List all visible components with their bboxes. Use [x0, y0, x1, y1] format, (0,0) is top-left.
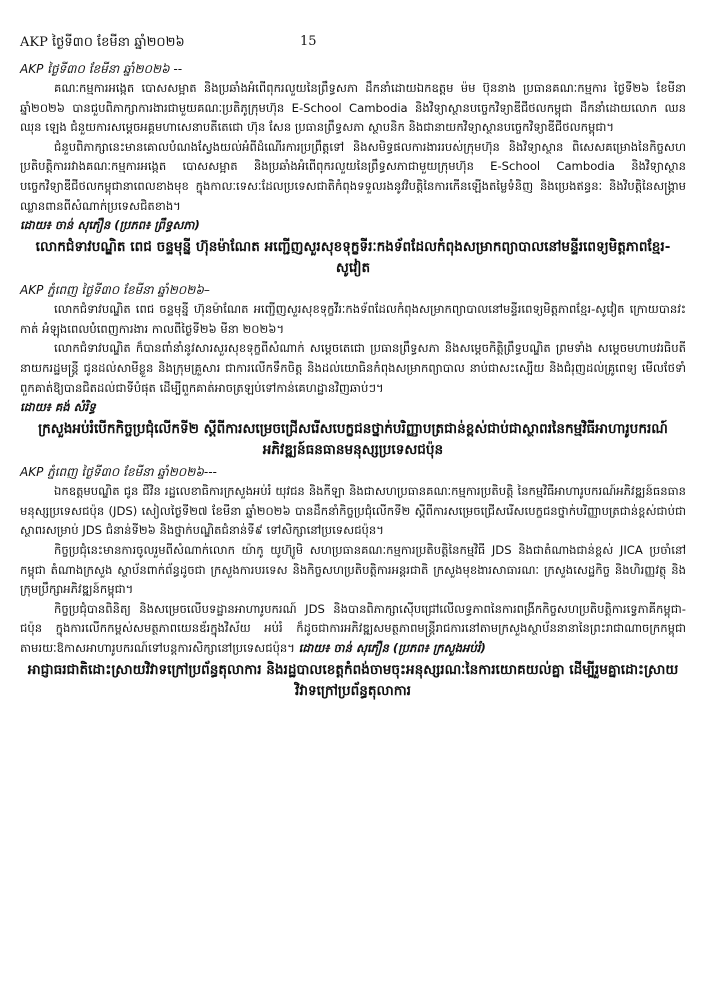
article-paragraph: កិច្ចប្រជុំនេះមានការចូលរួមពីសំណាក់លោក យ៉ាកូ យូហ៊្យូមិ សហប្រធានគណៈកម្មការប្រតិបត្តិនៃកម្មវិធី JDS និងជាតំណាងជាន់ខ្ពស់ JICA ប្រចាំនៅកម្ពុជា តំណាងក្រសួង ស្ថាប័នពាក់ព័ន្ធដូចជា ក្រសួងការបរទេស និងកិច្ចសហប្រតិបត្តិការអន្តរជាតិ ក្រសួងមុខងារសាធារណៈ ក្រសួងសេដ្ឋកិច្ច និងហិរញ្ញវត្ថុ និងក្រុមប្រឹក្សាអភិវឌ្ឍន៍កម្ពុជា។	[20, 542, 686, 597]
article-byline: ដោយ៖ ចាន់ សុភឿន (ប្រភព៖ ក្រសួងអប់រំ)	[298, 640, 486, 655]
article-paragraph: លោកជំទាវបណ្ឌិត ពេជ ចន្ទមុន្នី ហ៊ុនម៉ាណែត អញ្ជើញសួរសុខទុក្ខវីរៈកងទ័ពដែលកំពុងសម្រាកព្យាបាលនៅមន្ទីរពេទ្យមិត្តភាពខ្មែរ-សូវៀត ក្រោយបានវះកាត់ អំឡុងពេលបំពេញការងារ កាលពីថ្ងៃទី២៦ មីនា ២០២៦។	[20, 302, 686, 336]
article-dateline: AKP ភ្នំពេញ ថ្ងៃទី៣០ ខែមីនា ឆ្នាំ២០២៦–	[20, 283, 210, 298]
article-byline: ដោយ៖ គង់ សំរិទ្ធ	[20, 400, 96, 415]
article-dateline: AKP ថ្ងៃទី៣០ ខែមីនា ឆ្នាំ២០២៦ --	[20, 62, 183, 76]
article-byline: ដោយ៖ ចាន់ សុភឿន (ប្រភព៖ ព្រឹទ្ធសភា)	[20, 218, 200, 233]
article-paragraph: ជំនួបពិភាក្សានេះមានគោលបំណងស្វែងយល់អំពីដំណើរការប្រព្រឹត្តទៅ និងសមិទ្ធផលការងាររបស់ក្រុមហ៊ុន និងវិទ្យាស្ថាន ពិសេសគម្រោងនៃកិច្ចសហប្រតិបត្តិការរវាងគណៈកម្មការអង្កេត បោសសម្អាត និងប្រឆាំងអំពើពុករលួយនៃព្រឹទ្ធសភាជាមួយក្រុមហ៊ុន E-School Cambodia និងវិទ្យាស្ថានបច្ចេកវិទ្យាឌីជីថលកម្ពុជានាពេលខាងមុខ ក្នុងកាលៈទេសៈដែលប្រទេសជាតិកំពុងទទួលរងនូវវិបត្តិនៃការកើនឡើងតម្លៃទំនិញ និងប្រេងឥន្ធនៈ និងវិបត្តិនៃសង្គ្រាមឈ្លានពានពីសំណាក់ប្រទេសជិតខាង។	[20, 139, 686, 213]
article-headline: អាជ្ញាធរជាតិដោះស្រាយវិវាទក្រៅប្រព័ន្ធតុលាការ និងរដ្ឋបាលខេត្តកំពង់ចាមចុះអនុស្សរណៈនៃការយោគយល់គ្នា ដើម្បីរួមគ្នាដោះស្រាយវិវាទក្រៅប្រព័ន្ធតុលាការ	[27, 662, 679, 700]
running-header	[20, 34, 680, 52]
article-paragraph-text: កិច្ចប្រជុំបានពិនិត្យ និងសម្រេចលើបទដ្ឋានអាហារូបករណ៍ JDS និងបានពិភាក្សាស៊ើបជ្រៅលើលទ្ធភាពនៃការពង្រីកកិច្ចសហប្រតិបត្តិការទ្វេភាគីកម្ពុជា-ជប៉ុន ក្នុងការលើកកម្ពស់សមត្ថភាពយេនឌ័រក្នុងវិស័យ អប់រំ ក៏ដូចជាការអភិវឌ្ឍសមត្ថភាពមន្ត្រីរាជការនៅតាមក្រសួងស្ថាប័ននានានៃព្រះរាជាណាចក្រកម្ពុជា តាមរយៈឱកាសអាហារូបករណ៍ទៅបន្តការសិក្សានៅប្រទេសជប៉ុន។	[20, 601, 686, 655]
article-headline: លោកជំទាវបណ្ឌិត ពេជ ចន្ទមុន្នី ហ៊ុនម៉ាណែត អញ្ជើញសួរសុខទុក្ខទីរៈកងទ័ពដែលកំពុងសម្រាកព្យាបាលនៅមន្ទីរពេទ្យមិត្តភាពខ្មែរ-សូវៀត	[35, 239, 671, 277]
header-date: AKP ថ្ងៃទី៣០ ខែមីនា ឆ្នាំ២០២៦	[20, 35, 185, 50]
article-headline: ក្រសួងអប់រំបើកកិច្ចប្រជុំលើកទី២ ស្តីពីការសម្រេចជ្រើសរើសបេក្ខជនថ្នាក់បរិញ្ញាបត្រជាន់ខ្ពស់ជាប់ជាស្ថាពរនៃកម្មវិធីអាហារូបករណ៍អភិវឌ្ឍន៍ធនធានមនុស្សប្រទេសជប៉ុន	[38, 421, 668, 459]
page-number: 15	[300, 34, 317, 49]
article-paragraph: គណៈកម្មការអង្កេត បោសសម្អាត និងប្រឆាំងអំពើពុករលួយនៃព្រឹទ្ធសភា ដឹកនាំដោយឯកឧត្តម ម៉ម ប៊ុននាង ប្រធានគណៈកម្មការ ថ្ងៃទី២៦ ខែមីនា ឆ្នាំ២០២៦ បានជួបពិភាក្សាការងារជាមួយគណៈប្រតិភូក្រុមហ៊ុន E-School Cambodia និងវិទ្យាស្ថានបច្ចេកវិទ្យាឌីជីថលកម្ពុជា ដឹកនាំដោយលោក ឈន ឈុន ឡេង ជំនួយការសម្តេចអគ្គមហាសេនាបតីតេជោ ហ៊ុន សែន ប្រធានព្រឹទ្ធសភា ស្ថាបនិក និងជានាយកវិទ្យាស្ថានបច្ចេកវិទ្យាឌីជីថលកម្ពុជា។	[20, 81, 686, 135]
news-content	[20, 60, 686, 704]
article-paragraph	[20, 600, 686, 659]
article-jds-scholarship	[20, 419, 686, 658]
article-senate-anti-corruption	[20, 60, 686, 235]
article-paragraph: លោកជំទាវបណ្ឌិត ក៏បានពាំនាំនូវសារសួរសុខទុក្ខពីសំណាក់ សម្តេចតេជោ ប្រធានព្រឹទ្ធសភា និងសម្តេចកិត្តិព្រឹទ្ធបណ្ឌិត ព្រមទាំង សម្តេចមហាបវរធិបតី នាយករដ្ឋមន្ត្រី ជូនដល់សាមីខ្លួន និងក្រុមគ្រួសារ ជាការលើកទឹកចិត្ត និងដល់យោធិនកំពុងសម្រាកព្យាបាល នាប់ជាសះស្បើយ និងជំរុញដល់គ្រូពេទ្យ មើលថែទាំពួកគាត់ឱ្យបានជិតដល់ជាទីបំផុត ដើម្បីពួកគាត់អាចត្រឡប់ទៅកាន់គេហដ្ឋានវិញឆាប់ៗ។	[20, 341, 686, 395]
article-hospital-visit	[20, 237, 686, 417]
article-dispute-resolution	[20, 660, 686, 702]
article-paragraph: ឯកឧត្តមបណ្ឌិត ជូន ជីវិន រដ្ឋលេខាធិការក្រសួងអប់រំ យុវជន និងកីឡា និងជាសហប្រធានគណៈកម្មការប្រតិបត្តិ នៃកម្មវិធីអាហារូបករណ៍អភិវឌ្ឍន៍ធនធានមនុស្សប្រទេសជប៉ុន (JDS) សៀលថ្ងៃទី២៧ ខែមីនា ឆ្នាំ២០២៦ បានដឹកនាំកិច្ចប្រជុំលើកទី២ ស្តីពីការសម្រេចជ្រើសរើសបេក្ខជនថ្នាក់បរិញ្ញាបត្រជាន់ខ្ពស់ជាប់ជាស្ថាពរសម្រាប់ JDS ជំនាន់ទី២៦ និងថ្នាក់បណ្ឌិតជំនាន់ទី៩ ទៅសិក្សានៅប្រទេសជប៉ុន។	[20, 484, 686, 538]
article-dateline: AKP ភ្នំពេញ ថ្ងៃទី៣០ ខែមីនា ឆ្នាំ២០២៦---	[20, 465, 217, 480]
